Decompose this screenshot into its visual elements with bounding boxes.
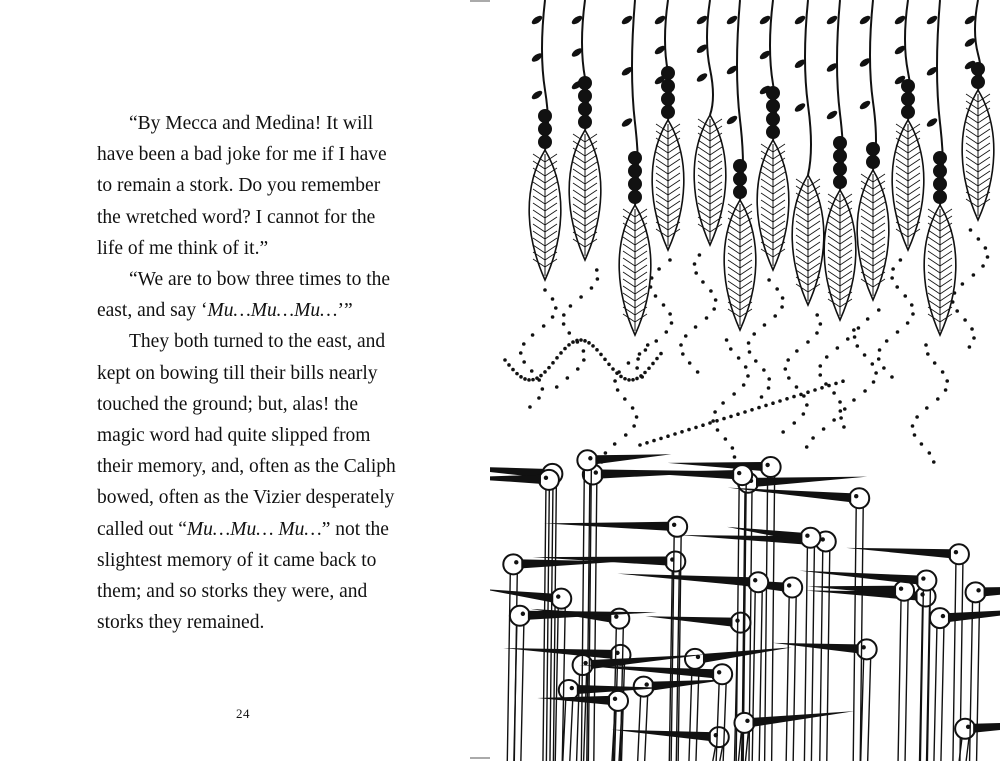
stork-icon <box>531 609 630 761</box>
stork-icon <box>630 465 752 761</box>
paragraph-1 <box>97 108 397 264</box>
hanging-leaf-icon <box>892 0 924 250</box>
hanging-leaf-icon <box>857 0 889 300</box>
magic-word-2: Mu…Mu… Mu… <box>186 518 322 540</box>
paragraph-1-text: “By Mecca and Medina! It will have been a bad joke for me if I have to remain a stork. Do you remember the wretched word? I cannot for the life of me think of it.” <box>97 113 387 259</box>
stork-icon <box>966 582 1000 761</box>
hanging-leaf-icon <box>792 0 824 305</box>
hanging-leaf-icon <box>962 0 994 220</box>
page-number: 24 <box>236 706 250 721</box>
hanging-leaf-icon <box>757 0 789 270</box>
gutter-mark-bottom <box>470 757 490 759</box>
story-text <box>97 108 397 638</box>
paragraph-2 <box>97 264 397 326</box>
hanging-leaf-icon <box>619 0 651 335</box>
stork-icon <box>577 450 671 761</box>
paragraph-2-text-a: “We are to bow three times to the east, and say ‘ <box>97 269 391 322</box>
left-page <box>0 0 480 761</box>
hanging-leaf-icon <box>694 0 726 245</box>
hanging-leaf-icon <box>529 0 561 280</box>
paragraph-3-text-a: They both turned to the east, and kept on bowing till their bills nearly touched the ground; but, alas! the magic word had quite slipped from their memory, and, often as the Caliph bowed, often as the Vizier desperately called out “ <box>97 331 396 540</box>
right-page <box>490 0 1000 761</box>
stork-icon <box>668 457 781 761</box>
hanging-leaf-icon <box>724 0 756 330</box>
magic-word-1: Mu…Mu…Mu… <box>207 300 338 322</box>
paragraph-2-text-b: ’” <box>337 300 353 322</box>
hanging-leaf-icon <box>924 0 956 335</box>
paragraph-3-text-b: ” not the slightest memory of it came back to them; and so storks they were, and storks they remained. <box>97 518 389 634</box>
hanging-leaf-icon <box>652 0 684 250</box>
hanging-leaf-icon <box>569 0 601 260</box>
paragraph-3 <box>97 326 397 638</box>
stork-illustration <box>490 0 1000 761</box>
stork-icon <box>685 647 792 761</box>
hanging-leaf-icon <box>824 0 856 320</box>
stork-icon <box>634 677 727 761</box>
stork-icon <box>579 664 732 761</box>
gutter-mark-top <box>470 0 490 2</box>
